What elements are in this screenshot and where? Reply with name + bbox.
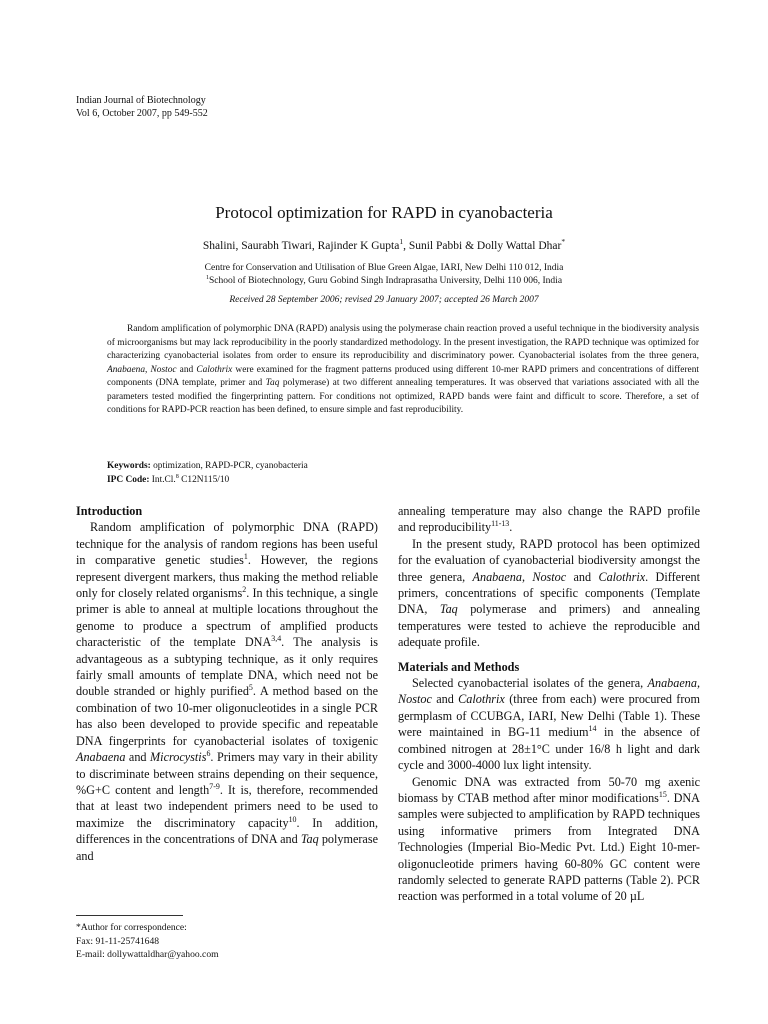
ipc-sup: 8	[175, 473, 179, 480]
genus-name: Anabaena, Nostoc	[398, 676, 700, 707]
paper-title: Protocol optimization for RAPD in cyanobacteria	[215, 203, 553, 222]
abstract-text: and	[176, 364, 197, 375]
citation: 15	[658, 789, 667, 799]
citation: 14	[588, 724, 597, 734]
body-text: Random amplification of polymorphic DNA (RAPD) technique for the analysis of random regions has been useful in comparative genetic studies	[76, 520, 378, 568]
body-text: .	[509, 520, 513, 535]
body-text: Selected cyanobacterial isolates of the genera,	[412, 676, 648, 691]
footnote-divider	[76, 915, 183, 916]
citation: 2	[242, 584, 247, 594]
body-text: . Different primers, concentrations of specific components (Template DNA,	[398, 569, 700, 617]
body-text: polymerase and primers) and annealing temperatures were tested to achieve the reproducible and adequate profile.	[398, 602, 700, 650]
body-text: In the present study, RAPD protocol has been optimized for the evaluation of cyanobacterial biodiversity amongst the three genera,	[398, 536, 700, 584]
footnote-email: E-mail: dollywattaldhar@yahoo.com	[76, 949, 219, 961]
authors-text: , Sunil Pabbi & Dolly Wattal Dhar	[403, 240, 562, 252]
intro-paragraph	[76, 519, 378, 864]
body-text: and	[125, 750, 151, 765]
body-text: . In this technique, a single primer is able to anneal at multiple locations throughout the genome to produce a spectrum of amplified products characteristic of the template DNA	[76, 586, 378, 650]
authors-text: Shalini, Saurabh Tiwari, Rajinder K Gupta	[202, 240, 400, 252]
citation: 11-13	[491, 519, 510, 529]
section-heading-materials-methods: Materials and Methods	[398, 659, 520, 674]
body-text: . It is, therefore, recommended that at least two independent primers need to be used to maximize the discriminatory capacity	[76, 782, 378, 830]
methods-paragraph	[398, 675, 700, 773]
body-text: in the absence of combined nitrogen at 28±1°C under 16/8 h light and dark cycle and 3000-4000 lux light intensity.	[398, 725, 700, 773]
body-text: ,	[521, 569, 533, 584]
citation: 1	[243, 552, 248, 562]
body-text: . The analysis is advantageous as a subtyping technique, as it only requires fairly small amounts of template DNA, which need not be double stranded or highly purified	[76, 635, 378, 699]
abstract-text: were examined for the fragment patterns produced using different 10-mer RAPD primers and concentrations of different components (DNA template, primer and	[107, 364, 699, 388]
author-sup-corresponding: *	[561, 237, 566, 247]
received-dates: Received 28 September 2006; revised 29 January 2007; accepted 26 March 2007	[229, 295, 539, 305]
citation: 5	[248, 683, 253, 693]
body-text: and	[566, 569, 599, 584]
affiliation-1: Centre for Conservation and Utilisation of Blue Green Algae, IARI, New Delhi 110 012, India	[204, 263, 564, 273]
keywords-label: Keywords:	[107, 461, 151, 471]
section-heading-introduction: Introduction	[76, 504, 143, 518]
body-text: (three from each) were procured from germplasm of CCUBGA, IARI, New Delhi (Table 1). These were maintained in BG-11 medium	[398, 692, 700, 740]
column-left	[76, 503, 378, 864]
italic-term: Taq	[300, 832, 319, 847]
body-text: . In addition, differences in the concentrations of DNA and	[76, 815, 378, 847]
citation: 3,4	[271, 634, 282, 644]
keywords-block	[107, 460, 308, 487]
journal-header	[76, 94, 208, 120]
affiliation-2-text: School of Biotechnology, Guru Gobind Singh Indraprasatha University, Delhi 110 006, India	[209, 276, 563, 286]
author-sup-affil: 1	[399, 237, 404, 247]
abstract-text: ,	[145, 364, 151, 375]
genus-name: Microcystis	[150, 750, 207, 765]
affiliations	[0, 262, 768, 288]
journal-issue: Vol 6, October 2007, pp 549-552	[76, 108, 208, 119]
genus-name: Calothrix	[458, 692, 505, 707]
abstract-genus: Nostoc	[150, 364, 177, 375]
abstract-genus: Calothrix	[196, 364, 233, 375]
body-text: annealing temperature may also change the RAPD profile and reproducibility	[398, 504, 700, 535]
body-text: and	[431, 692, 459, 707]
intro-continuation	[398, 503, 700, 536]
author-list	[0, 237, 768, 252]
ipc-value: C12N115/10	[178, 474, 230, 485]
abstract-italic: Taq	[265, 378, 280, 388]
genus-name: Nostoc	[532, 569, 567, 584]
body-text: . Primers may vary in their ability to discriminate between strains depending on their sequence, %G+C content and length	[76, 750, 378, 797]
dna-paragraph	[398, 774, 700, 905]
footnote-correspondence: *Author for correspondence:	[76, 922, 187, 933]
affiliation-2	[0, 275, 768, 288]
body-text: . However, the regions represent divergent markers, thus making the method reliable only for closely related organisms	[76, 553, 378, 601]
abstract-text: polymerase) at two different annealing temperatures. It was observed that variations associated with all the parameters tested modified the fingerprinting pattern. For conditions not optimized, RAPD bands were faint and difficult to score. Therefore, a set of conditions for RAPD-PCR reaction has been defined, to ensure simple and fast reproducibility.	[107, 378, 699, 415]
body-text: Genomic DNA was extracted from 50-70 mg axenic biomass by CTAB method after minor modifications	[398, 774, 700, 805]
body-text: . A method based on the combination of two 10-mer oligonucleotides in a single PCR has also been developed to provide specific and repeatable DNA fingerprints for cyanobacterial isolates of toxigenic	[76, 684, 378, 748]
italic-term: Taq	[439, 602, 458, 617]
study-paragraph	[398, 536, 700, 651]
affiliation-sup: 1	[205, 274, 210, 281]
footnote	[76, 921, 219, 962]
keywords-value: optimization, RAPD-PCR, cyanobacteria	[150, 461, 308, 471]
abstract-text: Random amplification of polymorphic DNA (RAPD) analysis using the polymerase chain reaction proved a useful technique in the biodiversity analysis of microorganisms but may lack reproducibility in the poorly standardized methodology. In the present investigation, the RAPD technique was optimized for characterizing cyanobacterial isolates from order to ensure its reproducibility and discriminatory power. Cyanobacterial isolates from the three genera,	[107, 324, 700, 361]
genus-name: Anabaena	[472, 569, 522, 584]
journal-name: Indian Journal of Biotechnology	[76, 95, 206, 106]
keywords-line	[107, 460, 308, 474]
column-right	[398, 503, 700, 905]
abstract	[107, 323, 699, 418]
ipc-label: IPC Code:	[107, 474, 150, 485]
citation: 7-9	[209, 781, 220, 791]
genus-name: Anabaena	[76, 750, 126, 765]
footnote-fax: Fax: 91-11-25741648	[76, 935, 160, 947]
ipc-line	[107, 474, 308, 488]
body-text: polymerase and	[76, 832, 378, 863]
genus-name: Calothrix	[598, 569, 646, 584]
section-gap	[398, 651, 700, 659]
body-text: . DNA samples were subjected to amplification by RAPD techniques using informative primers from Integrated DNA Technologies (Imperial Bio-Medic Pvt. Ltd.) Eight 10-mer-oligonucleotide primers having 60-80% GC content were randomly selected to generate RAPD patterns (Table 2). PCR reaction was performed in a total volume of 20 µL	[398, 790, 700, 904]
abstract-genus: Anabaena	[107, 364, 146, 375]
ipc-value: Int.Cl.	[149, 474, 176, 485]
citation: 10	[288, 814, 297, 824]
citation: 6	[206, 749, 211, 759]
